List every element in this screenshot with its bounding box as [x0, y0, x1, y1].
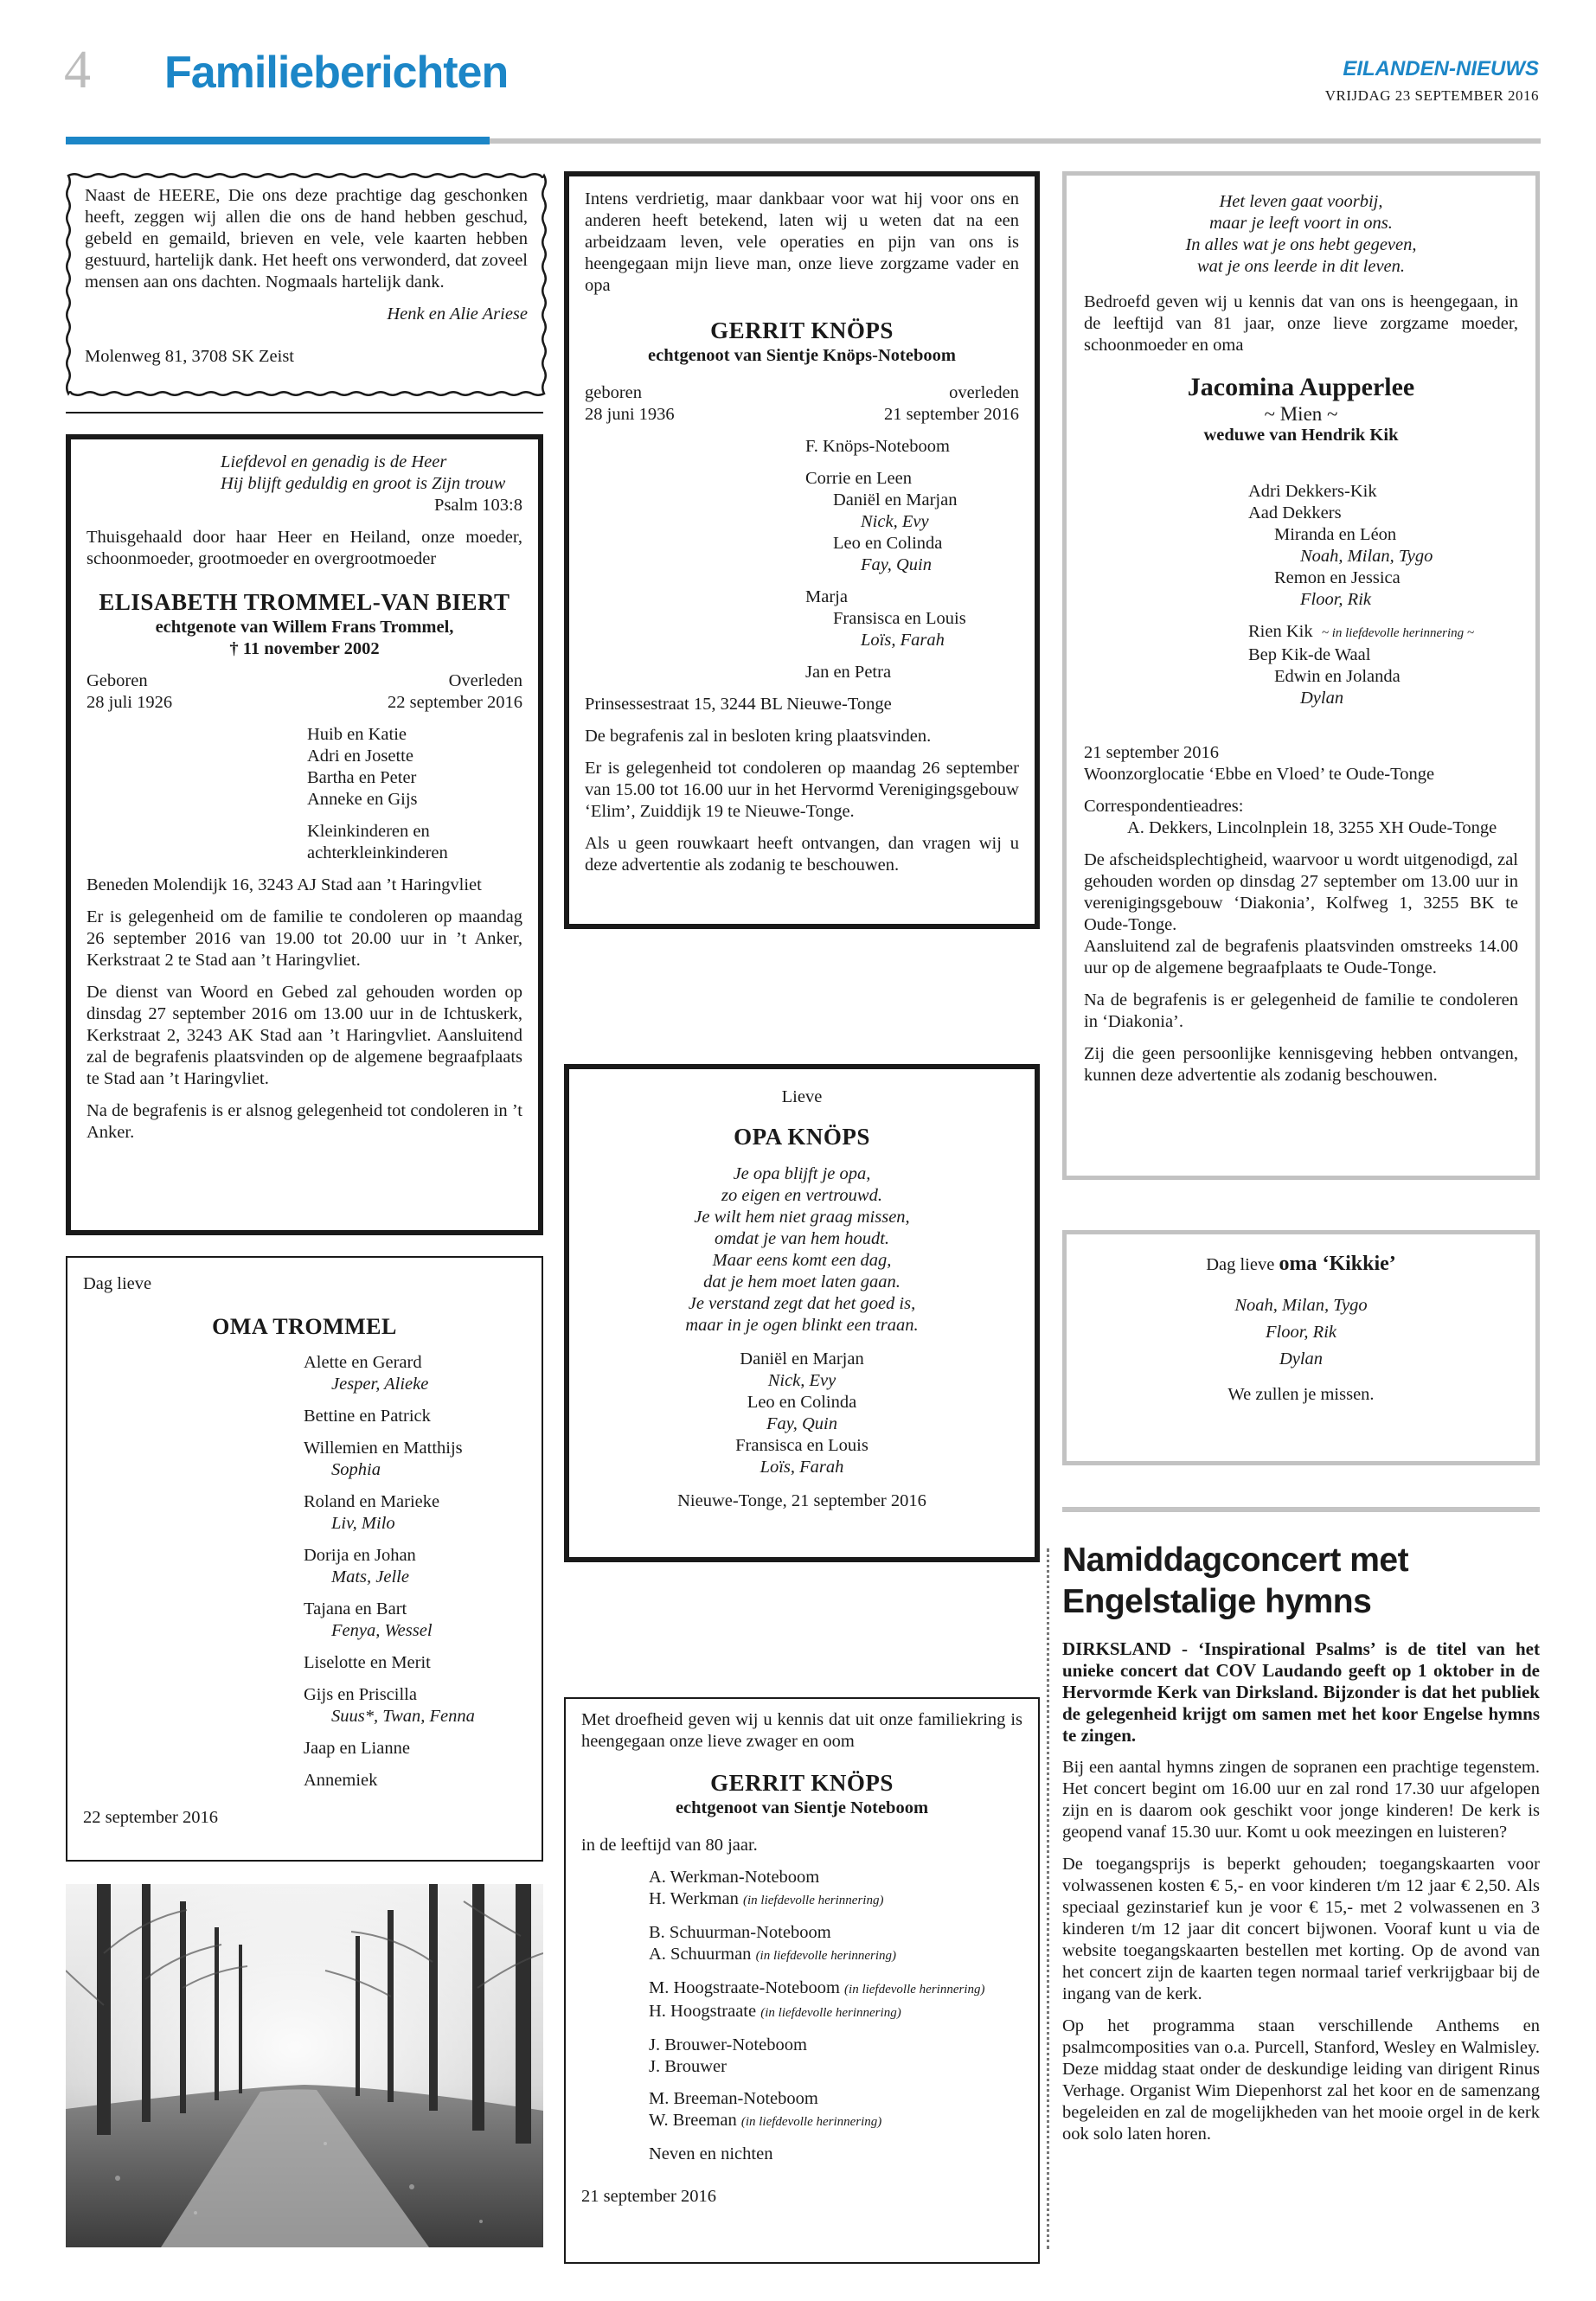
knops-died-date: 21 september 2016: [884, 405, 1019, 424]
knops2-family-group: [649, 1977, 1022, 2024]
knops-notice: [564, 171, 1040, 929]
kikkie-notice: [1062, 1230, 1540, 1465]
trommel-family-4: Anneke en Gijs: [307, 790, 418, 809]
oma-trommel-entry: [304, 1406, 526, 1427]
opa-knops-footer: Nieuwe-Tonge, 21 september 2016: [677, 1491, 926, 1510]
oma-trommel-entry-couple: Jaap en Lianne: [304, 1739, 410, 1758]
oma-trommel-entry: [304, 1684, 526, 1727]
knops2-family-name: A. Schuurman: [649, 1945, 752, 1964]
knops-spouse: echtgenoot van Sientje Knöps-Noteboom: [648, 346, 956, 365]
opa-knops-poem-line: zo eigen en vertrouwd.: [721, 1186, 882, 1205]
aupperlee-fam-a3-kids: Noah, Milan, Tygo: [1300, 547, 1433, 566]
opa-knops-name-line: Daniël en Marjan: [740, 1349, 864, 1368]
oma-trommel-notice: [66, 1256, 543, 1862]
article-paragraph-3: Op het programma staan verschillende Anthems en psalmcomposities van o.a. Purcell, Stanford, Wesley en Walmisley. Deze middag staat onder de deskundige leiding van dirigent Rinus Verhage. Organist Wim Diepenhorst zal het koor en de samenzang begeleiden en zal de mogelijkheden van het mooie orgel in de kerk ook solo laten horen.: [1062, 2016, 1540, 2144]
knops2-family-list: [581, 1867, 1022, 2165]
knops2-family-line: [649, 2110, 1022, 2133]
aupperlee-fam-a4: Remon en Jessica: [1274, 568, 1401, 587]
aupperlee-fam-a2: Aad Dekkers: [1248, 503, 1342, 522]
trommel-address: Beneden Molendijk 16, 3243 AJ Stad aan ’t Haringvliet: [87, 875, 482, 894]
aupperlee-corr-address: A. Dekkers, Lincolnplein 18, 3255 XH Oude-Tonge: [1127, 818, 1497, 837]
knops2-family-line: [649, 1888, 1022, 1912]
oma-trommel-entry-couple: Roland en Marieke: [304, 1492, 440, 1511]
oma-trommel-entry-kids: Mats, Jelle: [331, 1567, 409, 1586]
aupperlee-fam-a3: Miranda en Léon: [1274, 525, 1397, 544]
aupperlee-fam-a4-kids: Floor, Rik: [1300, 590, 1371, 609]
opa-knops-names: [585, 1349, 1019, 1478]
oma-trommel-entry-couple: Alette en Gerard: [304, 1353, 422, 1372]
aupperlee-nickname: ~ Mien ~: [1264, 403, 1338, 425]
knops2-intro: Met droefheid geven wij u kennis dat uit onze familiekring is heengegaan onze lieve zwager en oom: [581, 1710, 1022, 1751]
article-paragraph-2: De toegangsprijs is beperkt gehouden; toegangskaarten voor volwassenen kosten € 5,- en voor kinderen t/m 12 jaar € 2,50. Als speciaal gezinstarief kun je voor € 15,- met 2 volwassenen en 3 kinderen t/m 12 jaar dit concert bijwonen. Vooraf kunt u via de website toegangskaarten bestellen met korting. Op de avond van het concert zijn de kaarten tegen normaal tarief verkrijgbaar bij de ingang van de kerk.: [1062, 1855, 1540, 2003]
aupperlee-fam-b1-note: ~ in liefdevolle herinnering ~: [1321, 626, 1475, 640]
aupperlee-date: 21 september 2016: [1084, 743, 1219, 762]
oma-trommel-entry: [304, 1491, 526, 1535]
trommel-born-label: Geboren: [87, 671, 148, 690]
opa-knops-notice: [564, 1064, 1040, 1562]
knops2-date: 21 september 2016: [581, 2187, 716, 2206]
trommel-verse-1: Liefdevol en genadig is de Heer: [221, 452, 447, 471]
trommel-after: Na de begrafenis is er alsnog gelegenheid tot condoleren in ’t Anker.: [87, 1101, 522, 1142]
oma-trommel-entry: [304, 1738, 526, 1759]
opa-knops-poem-line: omdat je van hem houdt.: [714, 1229, 890, 1248]
knops-fam1a: Daniël en Marjan: [833, 490, 958, 510]
aupperlee-poem-line: In alles wat je ons hebt gegeven,: [1185, 235, 1417, 254]
aupperlee-intro: Bedroefd geven wij u kennis dat van ons is heengegaan, in de leeftijd van 81 jaar, onze lieve zorgzame moeder, schoonmoeder en oma: [1084, 292, 1518, 355]
oma-trommel-entry-kids: Fenya, Wessel: [331, 1621, 433, 1640]
trommel-verse-ref: Psalm 103:8: [434, 496, 522, 515]
knops2-family-name: J. Brouwer: [649, 2057, 727, 2076]
oma-trommel-entry-couple: Annemiek: [304, 1771, 378, 1790]
trommel-family-1: Huib en Katie: [307, 725, 407, 744]
knops2-family-line: [649, 1922, 1022, 1944]
newspaper-logo: EILANDEN-NIEUWS: [1343, 57, 1539, 80]
trommel-spouse: echtgenote van Willem Frans Trommel,: [155, 618, 454, 637]
aupperlee-notice: [1062, 171, 1540, 1180]
knops-fam1b-kids: Fay, Quin: [861, 555, 932, 574]
knops-fam3: Jan en Petra: [805, 663, 892, 682]
knops-born-date: 28 juni 1936: [585, 405, 675, 424]
knops2-family-note: (in liefdevolle herinnering): [755, 1949, 897, 1963]
trommel-family-3: Bartha en Peter: [307, 768, 417, 787]
concert-article: [1062, 1540, 1540, 2145]
opa-knops-name-line: Loïs, Farah: [760, 1458, 844, 1477]
opa-knops-greeting: Lieve: [781, 1087, 823, 1106]
opa-knops-name-line: Nick, Evy: [767, 1371, 836, 1390]
knops2-family-line: [649, 2035, 1022, 2056]
knops-fam1: Corrie en Leen: [805, 469, 912, 488]
aupperlee-fam-b3: Edwin en Jolanda: [1274, 667, 1401, 686]
aupperlee-poem-line: wat je ons leerde in dit leven.: [1196, 257, 1406, 276]
oma-trommel-entry-couple: Gijs en Priscilla: [304, 1685, 417, 1704]
knops2-family-name: H. Werkman: [649, 1889, 739, 1908]
aupperlee-poem-line: maar je leeft voort in ons.: [1209, 214, 1393, 233]
opa-knops-poem-line: dat je hem moet laten gaan.: [703, 1272, 901, 1292]
article-column-divider: [1047, 1548, 1049, 2249]
oma-trommel-date: 22 september 2016: [83, 1808, 218, 1827]
oma-trommel-entry: [304, 1352, 526, 1395]
opa-knops-poem-line: Je wilt hem niet graag missen,: [694, 1208, 910, 1227]
knops-condolence: Er is gelegenheid tot condoleren op maandag 26 september van 15.00 tot 16.00 uur in het Hervormd Verenigingsgebouw ‘Elim’, Zuiddijk 19 te Nieuwe-Tonge.: [585, 759, 1019, 821]
aupperlee-corr-label: Correspondentieadres:: [1084, 797, 1244, 816]
ariese-notice: [67, 176, 545, 393]
aupperlee-farewell: De afscheidsplechtigheid, waarvoor u wordt uitgenodigd, zal gehouden worden op dinsdag 27 september om 13.00 uur in verenigingsgebouw ‘Diakonia’, Kolfweg 1, 3255 BK te Oude-Tonge.: [1084, 850, 1518, 934]
knops-intro: Intens verdrietig, maar dankbaar voor wat hij voor ons en anderen heeft betekend, laten wij u weten dat na een arbeidzaam leven, vele operaties en pijn van ons is heengegaan mijn lieve man, onze lieve zorgzame vader en opa: [585, 189, 1019, 295]
header-rule-grey: [490, 138, 1541, 144]
trommel-spouse-death: † 11 november 2002: [229, 639, 380, 658]
knops2-family-name: A. Werkman-Noteboom: [649, 1868, 820, 1887]
aupperlee-fam-b2: Bep Kik-de Waal: [1248, 645, 1371, 664]
knops2-family-line: [649, 2144, 1022, 2165]
knops2-family-note: (in liefdevolle herinnering): [760, 2006, 901, 2020]
knops-born-label: geboren: [585, 383, 643, 402]
aupperlee-spouse: weduwe van Hendrik Kik: [1203, 426, 1399, 445]
knops2-family-name: B. Schuurman-Noteboom: [649, 1923, 831, 1942]
article-title-line-1: Namiddagconcert met: [1062, 1541, 1409, 1579]
aupperlee-burial: Aansluitend zal de begrafenis plaatsvinden omstreeks 14.00 uur op de algemene begraafplaats te Oude-Tonge.: [1084, 937, 1518, 977]
trommel-grandchildren-1: Kleinkinderen en: [307, 822, 430, 841]
knops-died-label: overleden: [949, 383, 1019, 402]
knops-fam2a-kids: Loïs, Farah: [861, 631, 945, 650]
aupperlee-fam-a1: Adri Dekkers-Kik: [1248, 482, 1377, 501]
ariese-text: Naast de HEERE, Die ons deze prachtige dag geschonken heeft, zeggen wij allen die ons de hand hebben geschud, gebeld en gemaild, brieven en vele, vele kaarten hebben gestuurd, hartelijk dank. Het heeft ons verwonderd, dat zoveel mensen aan ons dachten. Nogmaals hartelijk dank.: [85, 186, 528, 292]
section-title: Familieberichten: [164, 48, 509, 98]
trommel-condolence: Er is gelegenheid om de familie te condoleren op maandag 26 september 2016 van 19.00 tot 20.00 uur in ’t Anker, Kerkstraat 2 te Stad aan ’t Haringvliet.: [87, 907, 522, 970]
aupperlee-poem: [1084, 191, 1518, 278]
knops-wife: F. Knöps-Noteboom: [805, 437, 950, 456]
opa-knops-name-line: Fransisca en Louis: [735, 1436, 869, 1455]
trommel-verse-2: Hij blijft geduldig en groot is Zijn trouw: [221, 474, 506, 493]
trommel-died-date: 22 september 2016: [388, 693, 522, 712]
oma-trommel-entry: [304, 1545, 526, 1588]
article-lead: DIRKSLAND - ‘Inspirational Psalms’ is de titel van het unieke concert dat COV Laudando geeft op 1 oktober in de Hervormde Kerk van Dirksland. Bijzonder is dat het publiek de gelegenheid krijgt om samen met het koor Engelse hymns te zingen.: [1062, 1638, 1540, 1746]
header-rule-blue: [66, 137, 490, 144]
kikkie-name: oma ‘Kikkie’: [1279, 1253, 1396, 1275]
knops-fam2: Marja: [805, 587, 848, 606]
aupperlee-fam-b3-kids: Dylan: [1300, 689, 1344, 708]
knops2-family-note: (in liefdevolle herinnering): [743, 1894, 884, 1907]
ariese-address: Molenweg 81, 3708 SK Zeist: [85, 347, 294, 366]
knops2-age: in de leeftijd van 80 jaar.: [581, 1836, 758, 1855]
article-title-line-2: Engelstalige hymns: [1062, 1583, 1372, 1620]
trommel-grandchildren-2: achterkleinkinderen: [307, 843, 448, 862]
knops2-spouse: echtgenoot van Sientje Noteboom: [675, 1798, 929, 1817]
aupperlee-after: Na de begrafenis is er gelegenheid de familie te condoleren in ‘Diakonia’.: [1084, 990, 1518, 1031]
knops2-family-group: [649, 1867, 1022, 1912]
aupperlee-poem-line: Het leven gaat voorbij,: [1219, 192, 1383, 211]
knops2-family-group: [649, 2144, 1022, 2165]
oma-trommel-entry-couple: Liselotte en Merit: [304, 1653, 431, 1672]
oma-trommel-entry: [304, 1770, 526, 1791]
knops2-family-name: Neven en nichten: [649, 2144, 773, 2163]
oma-trommel-entry-kids: Liv, Milo: [331, 1514, 395, 1533]
knops-funeral: De begrafenis zal in besloten kring plaatsvinden.: [585, 727, 932, 746]
issue-date: VRIJDAG 23 SEPTEMBER 2016: [1324, 87, 1539, 104]
oma-trommel-entry-kids: Suus*, Twan, Fenna: [331, 1707, 475, 1726]
oma-trommel-entry-couple: Willemien en Matthijs: [304, 1439, 463, 1458]
trommel-intro: Thuisgehaald door haar Heer en Heiland, onze moeder, schoonmoeder, grootmoeder en overgrootmoeder: [87, 528, 522, 568]
kikkie-lines: [1084, 1295, 1518, 1370]
oma-trommel-entry: [304, 1438, 526, 1481]
knops2-family-group: [649, 2035, 1022, 2078]
knops2-family-name: J. Brouwer-Noteboom: [649, 2035, 807, 2054]
column-divider: [66, 412, 543, 413]
aupperlee-location: Woonzorglocatie ‘Ebbe en Vloed’ te Oude-Tonge: [1084, 765, 1435, 784]
knops2-family-group: [649, 1922, 1022, 1967]
trommel-name: ELISABETH TROMMEL-VAN BIERT: [99, 589, 510, 615]
knops-fam1b: Leo en Colinda: [833, 534, 943, 553]
opa-knops-poem-line: maar in je ogen blinkt een traan.: [685, 1316, 919, 1335]
knops-fam1a-kids: Nick, Evy: [861, 512, 929, 531]
opa-knops-name-line: Leo en Colinda: [747, 1393, 857, 1412]
knops-address: Prinsessestraat 15, 3244 BL Nieuwe-Tonge: [585, 695, 892, 714]
oma-trommel-entry-couple: Dorija en Johan: [304, 1546, 416, 1565]
page-number: 4: [64, 41, 91, 99]
opa-knops-poem-line: Je verstand zegt dat het goed is,: [688, 1294, 916, 1313]
oma-trommel-entry: [304, 1652, 526, 1674]
ariese-signature: Henk en Alie Ariese: [387, 304, 528, 324]
oma-trommel-family-list: [83, 1352, 526, 1791]
knops2-family-group: [649, 2088, 1022, 2133]
knops2-family-line: [649, 2088, 1022, 2110]
knops2-family-line: [649, 1867, 1022, 1888]
article-paragraph-1: Bij een aantal hymns zingen de sopranen een prachtige tegenstem. Het concert begint om 16.00 uur en zal rond 17.30 uur afgelopen zijn en is daarom ook geschikt voor jonge kinderen! De kerk is geopend vanaf 15.30 uur. Komt u ook meezingen en luisteren?: [1062, 1758, 1540, 1842]
knops2-family-line: [649, 1977, 1022, 2001]
opa-knops-poem: [585, 1163, 1019, 1336]
knops-card: Als u geen rouwkaart heeft ontvangen, dan vragen wij u deze advertentie als zodanig te beschouwen.: [585, 834, 1019, 875]
knops2-family-line: [649, 1944, 1022, 1967]
oma-trommel-name: OMA TROMMEL: [212, 1314, 397, 1339]
oma-trommel-entry-couple: Bettine en Patrick: [304, 1407, 431, 1426]
trommel-service: De dienst van Woord en Gebed zal gehouden worden op dinsdag 27 september 2016 om 13.00 uur in de Ichtuskerk, Kerkstraat 2, 3243 AK Stad aan ’t Haringvliet. Aansluitend zal de begrafenis plaatsvinden op de algemene begraafplaats te Stad aan ’t Haringvliet.: [87, 983, 522, 1088]
knops2-name: GERRIT KNÖPS: [710, 1770, 894, 1796]
knops2-family-line: [649, 2056, 1022, 2078]
oma-trommel-entry-kids: Sophia: [331, 1460, 381, 1479]
knops2-family-line: [649, 2001, 1022, 2024]
trommel-notice: [66, 434, 543, 1235]
knops-name: GERRIT KNÖPS: [710, 317, 894, 343]
aupperlee-card: Zij die geen persoonlijke kennisgeving hebben ontvangen, kunnen deze advertentie als zodanig beschouwen.: [1084, 1044, 1518, 1085]
oma-trommel-greeting: Dag lieve: [83, 1274, 152, 1293]
knops2-family-name: H. Hoogstraate: [649, 2002, 757, 2021]
knops2-family-name: M. Hoogstraate-Noteboom: [649, 1978, 840, 1997]
oma-trommel-entry: [304, 1599, 526, 1642]
knops2-family-name: M. Breeman-Noteboom: [649, 2089, 818, 2108]
forest-path-photo: [66, 1884, 543, 2247]
knops-family-notice: [564, 1697, 1040, 2264]
trommel-born-date: 28 juli 1926: [87, 693, 173, 712]
opa-knops-poem-line: Maar eens komt een dag,: [712, 1251, 892, 1270]
aupperlee-fam-b1: Rien Kik: [1248, 622, 1313, 641]
kikkie-line: Floor, Rik: [1266, 1323, 1336, 1342]
article-top-rule: [1062, 1507, 1540, 1512]
oma-trommel-entry-couple: Tajana en Bart: [304, 1599, 407, 1618]
trommel-family-2: Adri en Josette: [307, 747, 413, 766]
opa-knops-name: OPA KNÖPS: [734, 1124, 870, 1150]
kikkie-closing: We zullen je missen.: [1227, 1385, 1375, 1404]
trommel-died-label: Overleden: [448, 671, 522, 690]
knops2-family-name: W. Breeman: [649, 2111, 737, 2130]
knops2-family-note: (in liefdevolle herinnering): [844, 1983, 985, 1997]
kikkie-greeting: Dag lieve: [1206, 1255, 1275, 1274]
oma-trommel-entry-kids: Jesper, Alieke: [331, 1375, 429, 1394]
opa-knops-name-line: Fay, Quin: [766, 1414, 837, 1433]
knops-fam2a: Fransisca en Louis: [833, 609, 966, 628]
knops2-family-note: (in liefdevolle herinnering): [740, 2115, 882, 2129]
kikkie-line: Noah, Milan, Tygo: [1234, 1296, 1368, 1315]
aupperlee-name: Jacomina Aupperlee: [1187, 373, 1415, 401]
opa-knops-poem-line: Je opa blijft je opa,: [733, 1164, 871, 1183]
kikkie-line: Dylan: [1279, 1349, 1324, 1368]
